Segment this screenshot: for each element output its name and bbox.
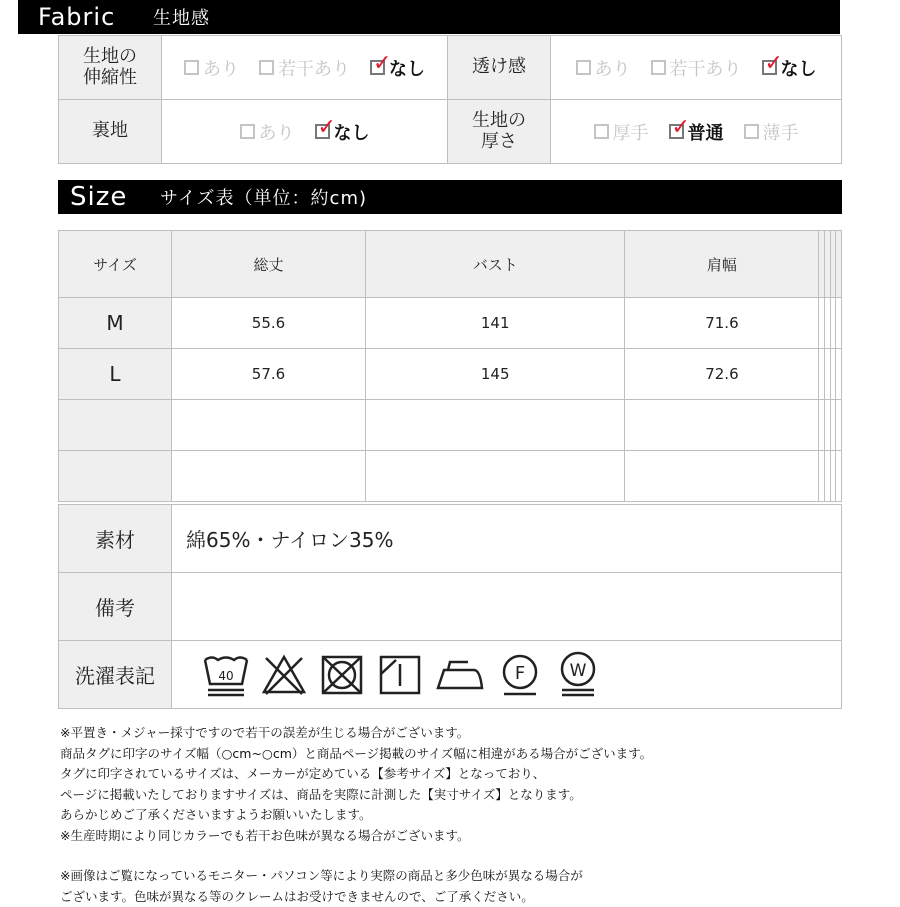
table-row	[59, 349, 842, 400]
care-icons	[172, 641, 842, 709]
wash-40-icon	[202, 652, 250, 698]
size-cell	[836, 451, 842, 502]
size-cell	[836, 349, 842, 400]
size-cell: 141	[365, 298, 624, 349]
size-cell: 145	[365, 349, 624, 400]
size-table	[58, 230, 842, 502]
size-cell	[625, 400, 819, 451]
lining-label: 裏地	[59, 100, 162, 164]
fabric-table	[58, 35, 842, 164]
size-cell	[625, 451, 819, 502]
size-cell	[836, 400, 842, 451]
note-line: ページに掲載いたしておりますサイズは、商品を実際に計測した【実寸サイズ】となります。	[60, 785, 652, 806]
size-cell	[59, 400, 172, 451]
check-icon: ✓	[318, 117, 336, 139]
stretch-options	[162, 36, 448, 100]
size-table-header-row	[59, 231, 842, 298]
size-header-size: サイズ	[59, 231, 172, 298]
size-cell	[172, 400, 366, 451]
remarks-value	[172, 573, 842, 641]
no-tumble-dry-icon	[318, 652, 366, 698]
size-title-ja: サイズ表（単位：約cm)	[160, 184, 367, 210]
note-line: ございます。色味が異なる等のクレームはお受けできませんので、ご了承ください。	[60, 887, 652, 907]
table-row	[59, 451, 842, 502]
lining-option-no: ✓ なし	[315, 119, 370, 145]
svg-text:W: W	[570, 661, 587, 681]
size-section-header	[58, 180, 842, 214]
size-cell: L	[59, 349, 172, 400]
size-header-length: 総丈	[172, 231, 366, 298]
thickness-options	[551, 100, 842, 164]
size-cell: M	[59, 298, 172, 349]
size-cell: 55.6	[172, 298, 366, 349]
sheer-options	[551, 36, 842, 100]
note-line: 商品タグに印字のサイズ幅（○cm~○cm）と商品ページ掲載のサイズ幅に相違がある場合がございます。	[60, 744, 652, 765]
size-cell: 72.6	[625, 349, 819, 400]
table-row	[59, 298, 842, 349]
dry-clean-f-icon	[496, 652, 544, 698]
thickness-label: 生地の 厚さ	[448, 100, 551, 164]
size-cell: 57.6	[172, 349, 366, 400]
stretch-option-slight: 若干あり	[259, 55, 350, 81]
note-line: ※画像はご覧になっているモニター・パソコン等により実際の商品と多少色味が異なる場合が	[60, 866, 652, 887]
stretch-option-no: ✓ なし	[370, 55, 425, 81]
size-cell	[172, 451, 366, 502]
fabric-title-en: Fabric	[18, 3, 153, 31]
size-header-bust: バスト	[365, 231, 624, 298]
check-icon: ✓	[373, 53, 391, 75]
stretch-option-yes: あり	[184, 55, 239, 81]
material-table	[58, 504, 842, 709]
svg-text:40: 40	[218, 669, 233, 683]
svg-text:F: F	[515, 663, 525, 684]
size-header-empty	[836, 231, 842, 298]
line-dry-icon	[376, 652, 424, 698]
sheer-option-no: ✓ なし	[762, 55, 817, 81]
lining-option-yes: あり	[240, 119, 295, 145]
thickness-option-thick: 厚手	[594, 119, 649, 145]
sheer-option-slight: 若干あり	[651, 55, 742, 81]
remarks-label: 備考	[59, 573, 172, 641]
material-label: 素材	[59, 505, 172, 573]
stretch-label: 生地の 伸縮性	[59, 36, 162, 100]
note-line: あらかじめご了承くださいますようお願いいたします。	[60, 805, 652, 826]
size-cell	[365, 451, 624, 502]
size-cell: 71.6	[625, 298, 819, 349]
lining-options	[162, 100, 448, 164]
thickness-option-normal: ✓ 普通	[669, 119, 724, 145]
material-value: 綿65%・ナイロン35%	[172, 505, 842, 573]
note-line: ※平置き・メジャー採寸ですので若干の誤差が生じる場合がございます。	[60, 723, 652, 744]
no-bleach-icon	[260, 652, 308, 698]
note-line: ※生産時期により同じカラーでも若干お色味が異なる場合がございます。	[60, 826, 652, 847]
check-icon: ✓	[765, 53, 783, 75]
sheer-option-yes: あり	[576, 55, 631, 81]
thickness-option-thin: 薄手	[744, 119, 799, 145]
size-cell	[365, 400, 624, 451]
size-title-en: Size	[58, 182, 160, 212]
check-icon: ✓	[672, 117, 690, 139]
fabric-section-header	[18, 0, 840, 34]
fabric-title-ja: 生地感	[153, 4, 210, 30]
sheer-label: 透け感	[448, 36, 551, 100]
table-row	[59, 400, 842, 451]
size-cell	[59, 451, 172, 502]
iron-icon	[434, 652, 486, 698]
wet-clean-w-icon	[554, 650, 602, 700]
note-line: タグに印字されているサイズは、メーカーが定めている【参考サイズ】となっており、	[60, 764, 652, 785]
size-header-shoulder: 肩幅	[625, 231, 819, 298]
care-label: 洗濯表記	[59, 641, 172, 709]
notes	[60, 723, 652, 907]
size-cell	[836, 298, 842, 349]
